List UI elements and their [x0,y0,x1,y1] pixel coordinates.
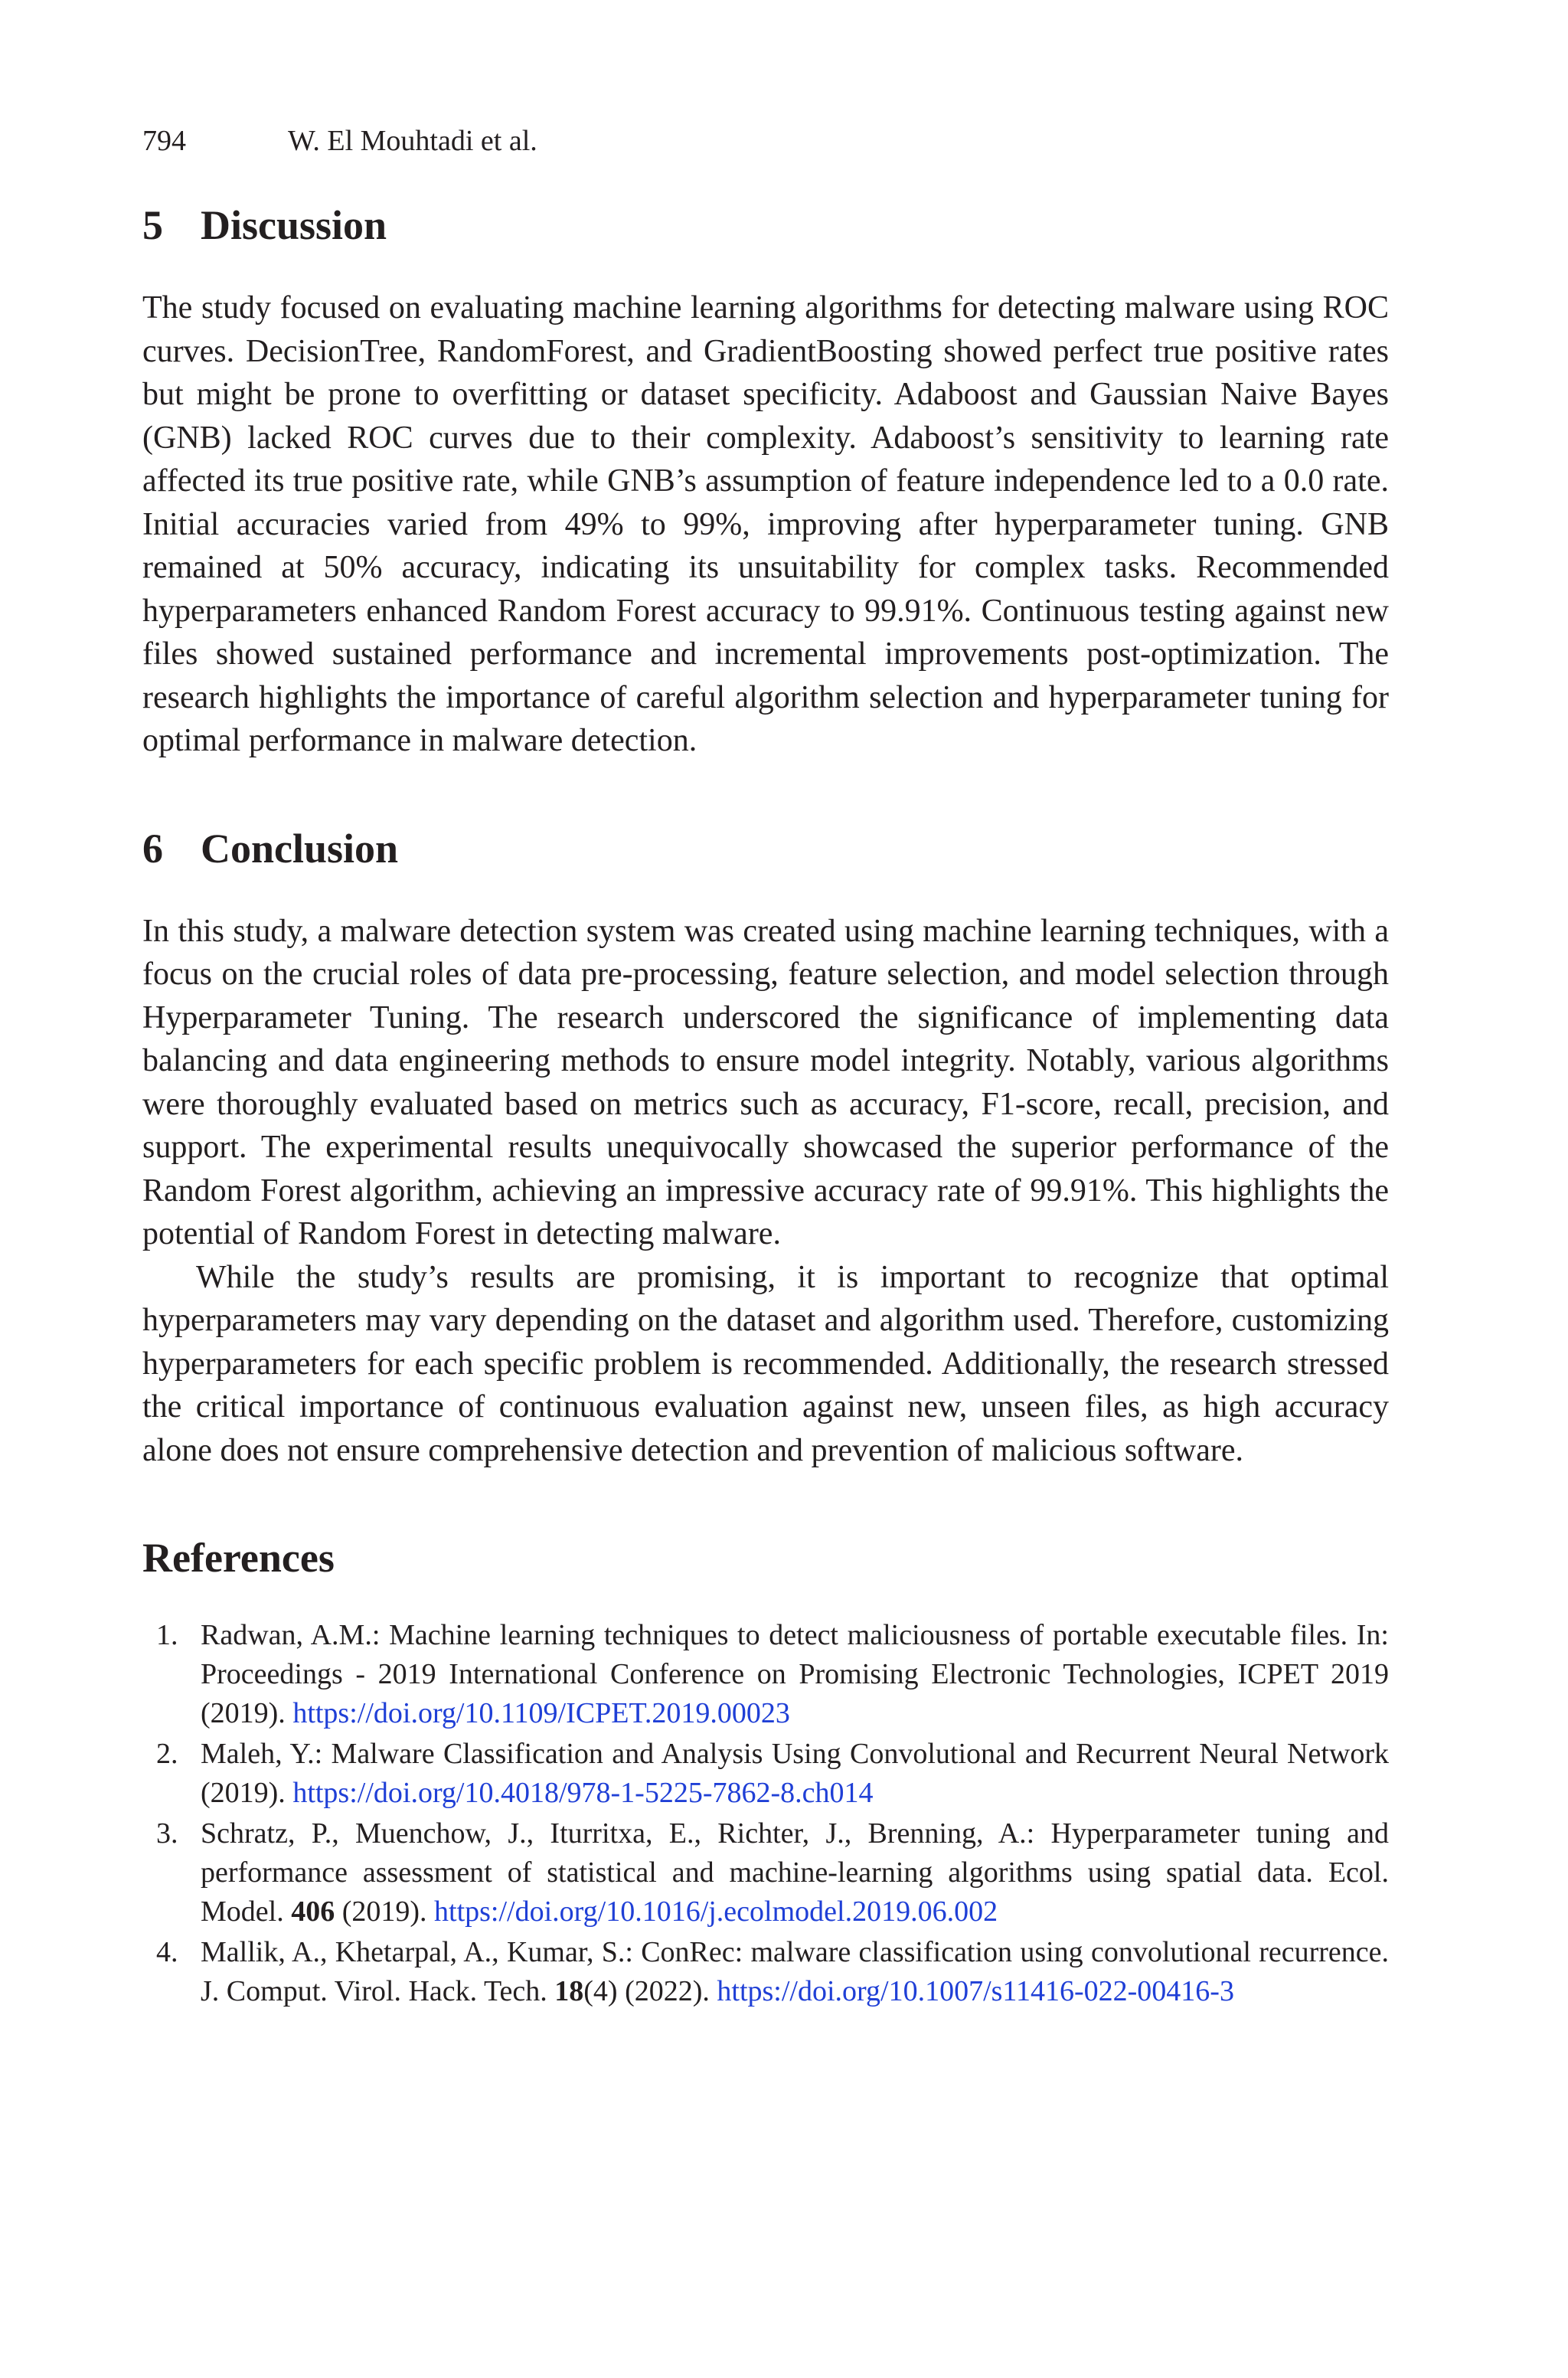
page-number: 794 [142,125,186,157]
section-number: 6 [142,825,163,872]
discussion-paragraph: The study focused on evaluating machine learning algorithms for detecting malware using ROC curves. DecisionTree, RandomForest, and GradientBoosting showed perfect true positive rates but might be prone to overfitting or dataset specificity. Adaboost and Gaussian Naive Bayes (GNB) lacked ROC curves due to their complexity. Adaboost’s sensitivity to learning rate affected its true positive rate, while GNB’s assumption of feature independence led to a 0.0 rate. Initial accuracies varied from 49% to 99%, improving after hyperparameter tuning. GNB remained at 50% accuracy, indicating its unsuitability for complex tasks. Recommended hyperparameters enhanced Random Forest accuracy to 99.91%. Continuous testing against new files showed sustained performance and incremental improvements post-optimization. The research highlights the importance of careful algorithm selection and hyperparameter tuning for optimal performance in malware detection. [142,290,1389,758]
reference-volume: 406 [291,1896,335,1928]
reference-doi-link[interactable]: https://doi.org/10.4018/978-1-5225-7862-8.ch014 [292,1777,874,1809]
reference-volume: 18 [554,1975,584,2007]
reference-list [142,1616,1389,2011]
reference-item [142,1933,1389,2011]
reference-doi-link[interactable]: https://doi.org/10.1109/ICPET.2019.00023 [292,1697,790,1729]
section-title: Discussion [201,202,387,248]
reference-number: 2. [156,1738,178,1770]
reference-text: Mallik, A., Khetarpal, A., Kumar, S.: ConRec: malware classification using convolutional recurrence. J. Comput. Virol. Hack. Tech. [201,1936,1389,2007]
reference-text-after: (2019). [335,1896,435,1928]
reference-item [142,1616,1389,1733]
reference-number: 4. [156,1936,178,1968]
reference-number: 3. [156,1817,178,1850]
reference-number: 1. [156,1619,178,1651]
section-heading-discussion [142,201,1389,250]
reference-text: Maleh, Y.: Malware Classification and Analysis Using Convolutional and Recurrent Neural Network (2019). [201,1738,1389,1809]
reference-item [142,1735,1389,1813]
section-heading-conclusion [142,824,1389,873]
reference-text: Radwan, A.M.: Machine learning techniques to detect maliciousness of portable executable files. In: Proceedings - 2019 International Conference on Promising Electronic Technologies, ICPET 2019 (2019). [201,1619,1389,1729]
reference-text-after: (4) (2022). [583,1975,717,2007]
section-title: Conclusion [201,825,399,872]
paper-page [142,123,1389,2013]
reference-doi-link[interactable]: https://doi.org/10.1007/s11416-022-00416-3 [717,1975,1234,2007]
reference-doi-link[interactable]: https://doi.org/10.1016/j.ecolmodel.2019.06.002 [434,1896,998,1928]
reference-text: Schratz, P., Muenchow, J., Iturritxa, E., Richter, J., Brenning, A.: Hyperparameter tuning and performance assessment of statistical and machine-learning algorithms using spatial data. Ecol. Model. [201,1817,1389,1928]
running-head [142,123,1389,159]
section-number: 5 [142,202,163,248]
references-heading: References [142,1535,335,1581]
running-head-authors: W. El Mouhtadi et al. [288,125,537,157]
conclusion-paragraph-1: In this study, a malware detection system was created using machine learning techniques, with a focus on the crucial roles of data pre-processing, feature selection, and model selection through Hyperparameter Tuning. The research underscored the significance of implementing data balancing and data engineering methods to ensure model integrity. Notably, various algorithms were thoroughly evaluated based on metrics such as accuracy, F1-score, recall, precision, and support. The experimental results unequivocally showcased the superior performance of the Random Forest algorithm, achieving an impressive accuracy rate of 99.91%. This highlights the potential of Random Forest in detecting malware. [142,913,1389,1251]
conclusion-paragraph-2: While the study’s results are promising, it is important to recognize that optimal hyperparameters may vary depending on the dataset and algorithm used. Therefore, customizing hyperparameters for each specific problem is recommended. Additionally, the research stressed the critical importance of continuous evaluation against new, unseen files, as high accuracy alone does not ensure comprehensive detection and prevention of malicious software. [142,1259,1389,1468]
reference-item [142,1814,1389,1932]
